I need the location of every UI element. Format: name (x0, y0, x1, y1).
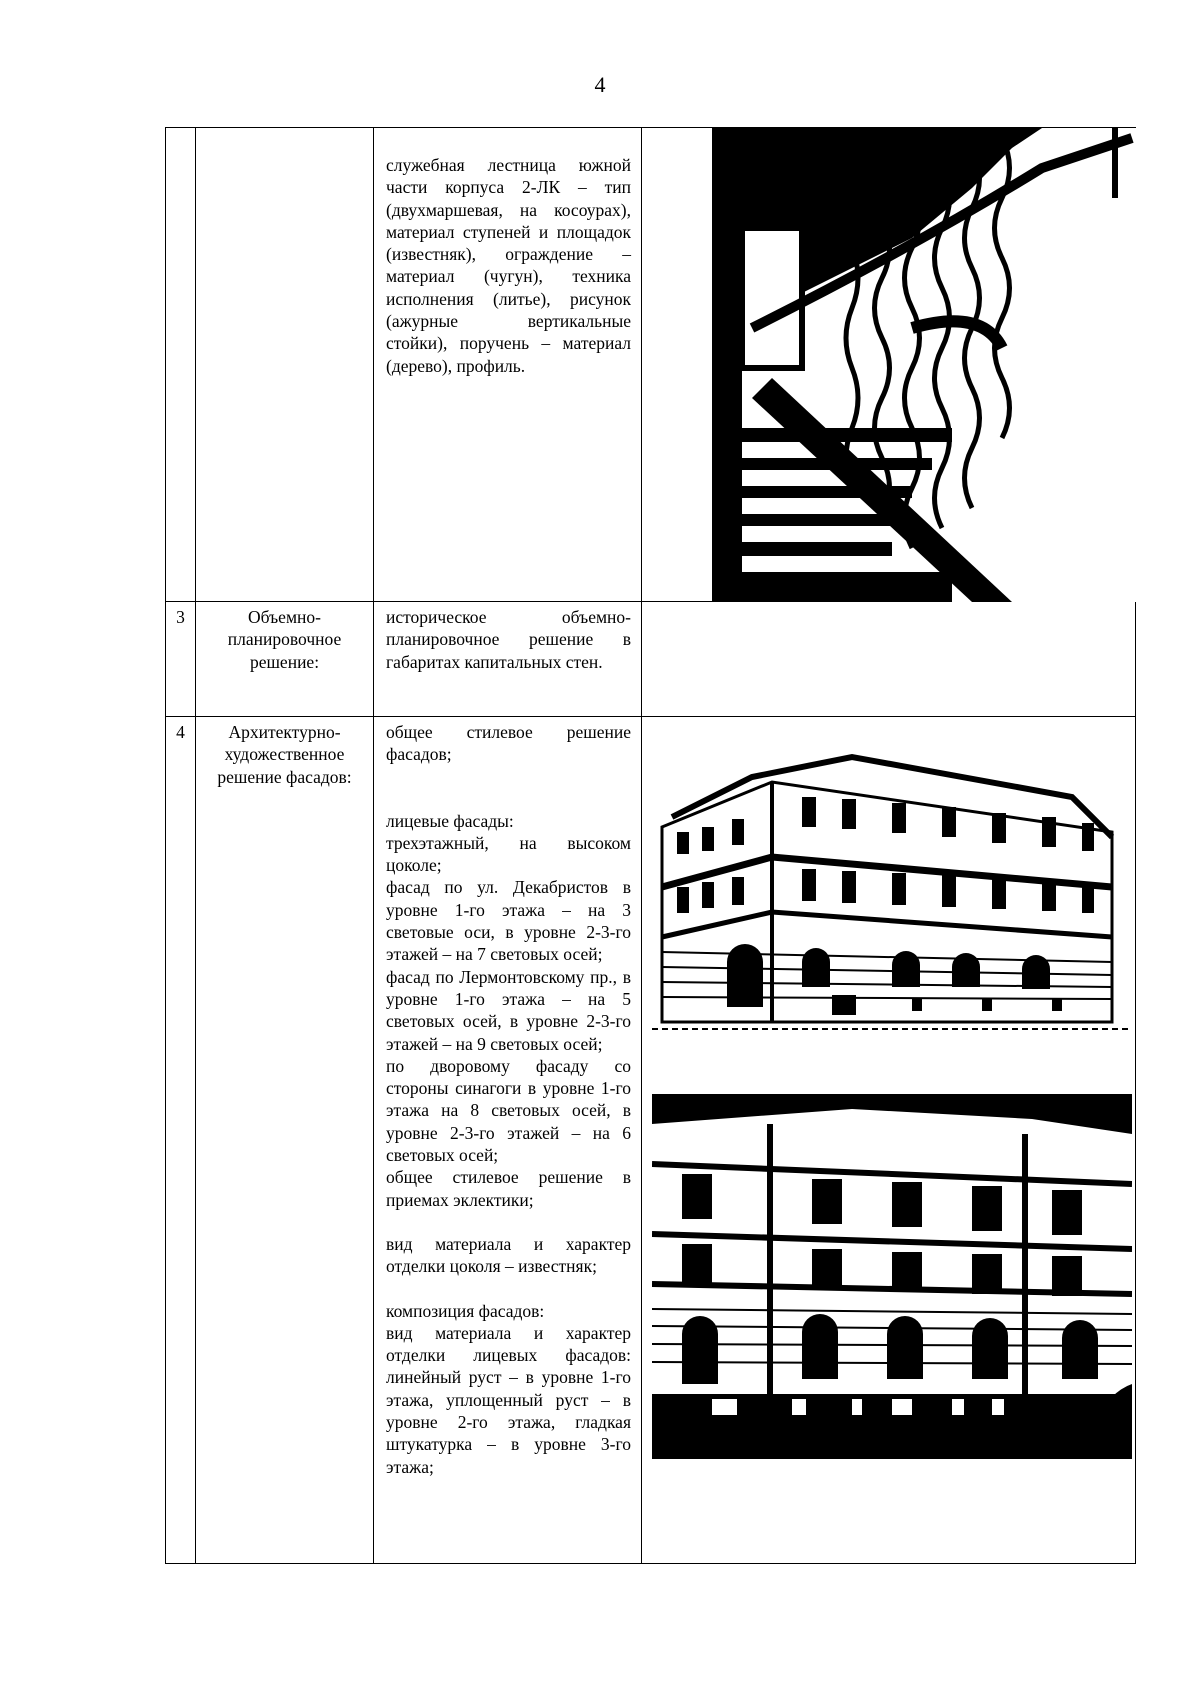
table-row (166, 128, 1136, 602)
description-text: композиция фасадов: (386, 1300, 545, 1321)
row-number (166, 128, 196, 602)
row-description (374, 128, 642, 602)
row-number: 4 (166, 717, 196, 1564)
row-description (374, 717, 642, 1564)
row-description (374, 602, 642, 717)
description-text: общее стилевое решение фасадов; (386, 722, 631, 765)
image-cell (642, 717, 1136, 1564)
image-cell (642, 602, 1136, 717)
description-text: по дворовому фасаду со стороны синагоги в уровне 1-го этажа на 8 световых осей, в уровне 2-3-го этажей – на 6 световых осей; (386, 1055, 631, 1166)
description-text: служебная лестница южной части корпуса 2-ЛК – тип (двухмаршевая, на косоурах), материал ступеней и площадок (известняк), ограждение – материал (чугун), техника исполнения (литье), рисунок (ажурные вертикальные стойки), поручень – материал (дерево), профиль. (386, 155, 631, 376)
description-text: трехэтажный, на высоком цоколе; (386, 832, 631, 876)
description-text: фасад по Лермонтовскому пр., в уровне 1-го этажа – на 5 световых осей, в уровне 2-3-го этажей – на 9 световых осей; (386, 966, 631, 1054)
row-title (196, 128, 374, 602)
row-title: Объемно-планировочное решение: (196, 602, 374, 717)
courtyard-facade-photo (652, 1094, 1132, 1459)
table-row (166, 717, 1136, 1564)
row-title: Архитектурно-художественное решение фасадов: (196, 717, 374, 1564)
description-text: общее стилевое решение в приемах эклектики; (386, 1167, 631, 1210)
page-number: 4 (594, 72, 606, 97)
building-corner-facade-photo (652, 737, 1132, 1037)
description-text: историческое объемно-планировочное решение в габаритах капитальных стен. (386, 607, 631, 672)
row-number: 3 (166, 602, 196, 717)
table-row (166, 602, 1136, 717)
description-text: фасад по ул. Декабристов в уровне 1-го этажа – на 3 световые оси, в уровне 2-3-го этажей – на 7 световых осей; (386, 877, 631, 965)
description-text: вид материала и характер отделки лицевых фасадов: линейный руст – в уровне 1-го этажа, уплощенный руст – в уровне 2-го этажа, гладкая штукатурка – в уровне 3-го этажа; (386, 1322, 631, 1477)
staircase-railing-photo (712, 128, 1136, 602)
description-text: вид материала и характер отделки цоколя – известняк; (386, 1233, 631, 1277)
image-cell (642, 128, 1136, 602)
description-text: лицевые фасады: (386, 810, 514, 831)
description-table (165, 127, 1136, 1564)
